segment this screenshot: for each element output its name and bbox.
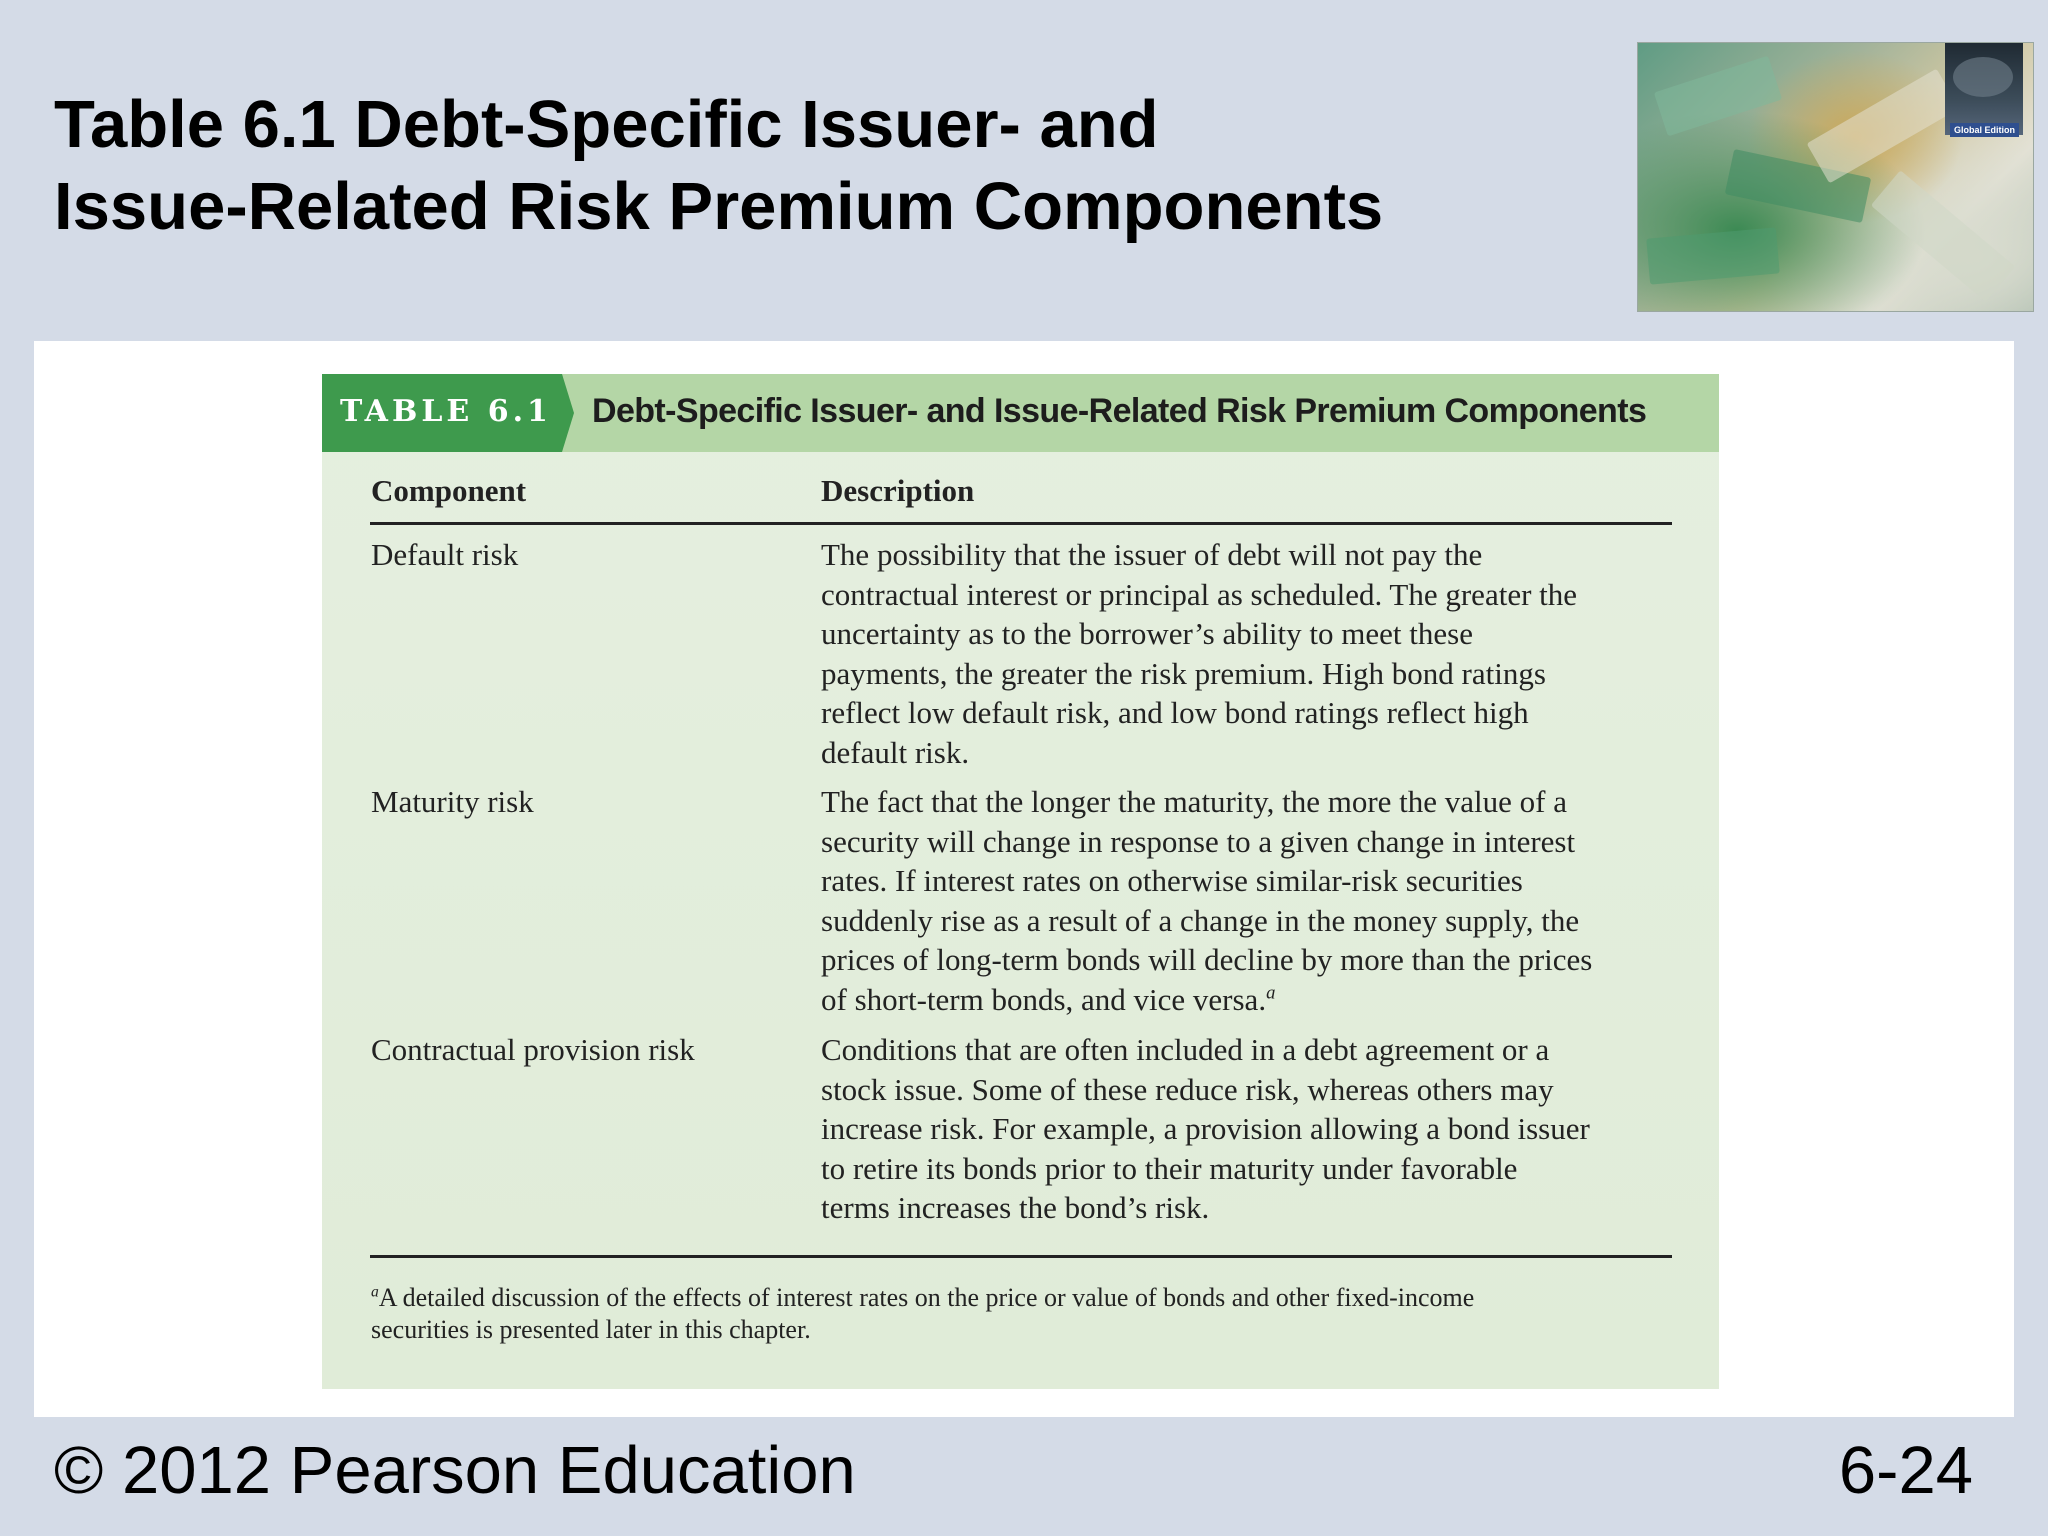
- table-tag: [322, 374, 562, 452]
- table-tag-label: TABLE 6.1: [340, 394, 552, 429]
- row-contractual-provision-risk-description: [821, 1030, 1681, 1228]
- footnote-marker: a: [1266, 982, 1276, 1004]
- column-header-description: Description: [821, 473, 975, 508]
- footnote-line: securities is presented later in this chapter.: [371, 1315, 811, 1344]
- description-line: uncertainty as to the borrower’s ability to meet these: [821, 616, 1473, 651]
- row-maturity-risk-description: [821, 782, 1681, 1019]
- description-line: The fact that the longer the maturity, the more the value of a: [821, 784, 1567, 819]
- description-line: increase risk. For example, a provision allowing a bond issuer: [821, 1111, 1590, 1146]
- slide-number: 6-24: [1838, 1433, 1973, 1508]
- description-line: The possibility that the issuer of debt will not pay the: [821, 537, 1483, 572]
- row-contractual-provision-risk-component: Contractual provision risk: [371, 1032, 695, 1067]
- description-line: terms increases the bond’s risk.: [821, 1190, 1210, 1225]
- description-line: reflect low default risk, and low bond ratings reflect high: [821, 695, 1529, 730]
- slide-title: [54, 84, 1554, 248]
- footnote-line: [371, 1282, 1701, 1314]
- globe-icon: [1945, 43, 2023, 135]
- description-line: to retire its bonds prior to their maturity under favorable: [821, 1150, 1518, 1186]
- description-line: Conditions that are often included in a debt agreement or a: [821, 1032, 1550, 1067]
- row-default-risk-component: Default risk: [371, 537, 519, 572]
- table-header-band: [322, 374, 1719, 452]
- description-line: rates. If interest rates on otherwise similar-risk securities: [821, 863, 1523, 898]
- footer-rule: [370, 1255, 1672, 1258]
- description-line-text: of short-term bonds, and vice versa.: [821, 981, 1267, 1017]
- footnote-marker: a: [371, 1283, 379, 1301]
- footnote-line-text: A detailed discussion of the effects of interest rates on the price or value of bonds and other fixed-income: [378, 1283, 1475, 1312]
- row-default-risk-description: [821, 535, 1681, 772]
- row-maturity-risk-component: Maturity risk: [371, 784, 534, 819]
- description-line: suddenly rise as a result of a change in the money supply, the: [821, 902, 1580, 938]
- description-line: prices of long-term bonds will decline by more than the prices: [821, 942, 1593, 977]
- description-line: [821, 980, 1681, 1020]
- description-line: default risk.: [821, 734, 970, 770]
- slide-title-line-2: Issue-Related Risk Premium Components: [54, 169, 1384, 244]
- global-edition-badge: Global Edition: [1950, 123, 2019, 137]
- description-line: payments, the greater the risk premium. High bond ratings: [821, 655, 1546, 691]
- slide-title-line-1: Table 6.1 Debt-Specific Issuer- and: [54, 87, 1159, 162]
- copyright-notice: © 2012 Pearson Education: [54, 1433, 856, 1508]
- textbook-cover-image: [1637, 42, 2034, 312]
- description-line: contractual interest or principal as scheduled. The greater the: [821, 576, 1578, 612]
- description-line: stock issue. Some of these reduce risk, whereas others may: [821, 1071, 1554, 1107]
- table-heading: Debt-Specific Issuer- and Issue-Related Risk Premium Components: [592, 392, 1647, 430]
- description-line: security will change in response to a given change in interest: [821, 823, 1576, 859]
- table-footnote: [371, 1282, 1701, 1346]
- column-header-component: Component: [371, 473, 527, 508]
- header-rule: [370, 522, 1672, 525]
